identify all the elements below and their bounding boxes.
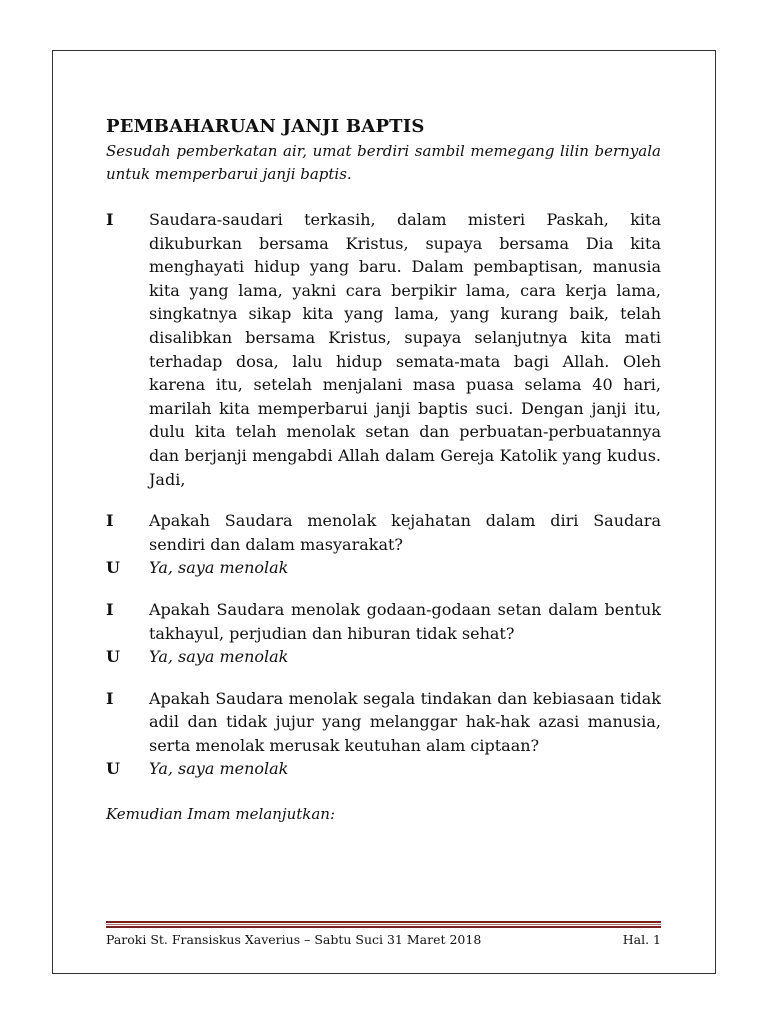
- question-row: [106, 687, 661, 758]
- speaker-label: U: [106, 647, 120, 667]
- intro-paragraph: [106, 208, 661, 491]
- speaker-label: U: [106, 558, 120, 578]
- question-text: Apakah Saudara menolak segala tindakan dan kebiasaan tidak adil dan tidak jujur yang melanggar hak-hak azasi manusia, serta menolak merusak keutuhan alam ciptaan?: [149, 688, 661, 755]
- footer-source: Paroki St. Fransiskus Xaverius – Sabtu Suci 31 Maret 2018: [106, 932, 482, 947]
- answer-row: [106, 556, 661, 580]
- closing-rubric: Kemudian Imam melanjutkan:: [106, 805, 336, 824]
- page-footer: [106, 931, 661, 949]
- page-number: Hal. 1: [622, 932, 661, 947]
- page-title: PEMBAHARUAN JANJI BAPTIS: [106, 116, 425, 137]
- exchange-3: [106, 687, 661, 781]
- answer-row: [106, 757, 661, 781]
- speaker-label: I: [106, 210, 114, 229]
- exchange-2: [106, 598, 661, 669]
- rubric-text: Sesudah pemberkatan air, umat berdiri sambil memegang lilin bernyala untuk memperbarui janji baptis.: [106, 142, 661, 183]
- speaker-label: I: [106, 511, 114, 531]
- exchange-1: [106, 509, 661, 580]
- question-text: Apakah Saudara menolak kejahatan dalam diri Saudara sendiri dan dalam masyarakat?: [149, 511, 661, 554]
- answer-text: Ya, saya menolak: [149, 647, 289, 667]
- page-content: [106, 114, 661, 825]
- question-row: [106, 509, 661, 556]
- question-text: Apakah Saudara menolak godaan-godaan setan dalam bentuk takhayul, perjudian dan hiburan tidak sehat?: [149, 599, 661, 643]
- speaker-label: U: [106, 759, 120, 779]
- answer-text: Ya, saya menolak: [149, 759, 289, 779]
- speaker-label: I: [106, 688, 114, 708]
- answer-row: [106, 645, 661, 669]
- question-row: [106, 598, 661, 645]
- answer-text: Ya, saya menolak: [149, 558, 289, 578]
- speaker-label: I: [106, 599, 114, 619]
- footer-divider: [106, 921, 661, 928]
- intro-text: Saudara-saudari terkasih, dalam misteri Paskah, kita dikuburkan bersama Kristus, supaya bersama Dia kita menghayati hidup yang baru. Dalam pembaptisan, manusia kita yang lama, yakni cara berpikir lama, cara kerja lama, singkatnya sikap kita yang lama, yang kurang baik, telah disalibkan bersama Kristus, supaya selanjutnya kita mati terhadap dosa, lalu hidup semata-mata bagi Allah. Oleh karena itu, setelah menjalani masa puasa selama 40 hari, marilah kita memperbarui janji baptis suci. Dengan janji itu, dulu kita telah menolak setan dan perbuatan-perbuatannya dan berjanji mengabdi Allah dalam Gereja Katolik yang kudus. Jadi,: [149, 210, 661, 489]
